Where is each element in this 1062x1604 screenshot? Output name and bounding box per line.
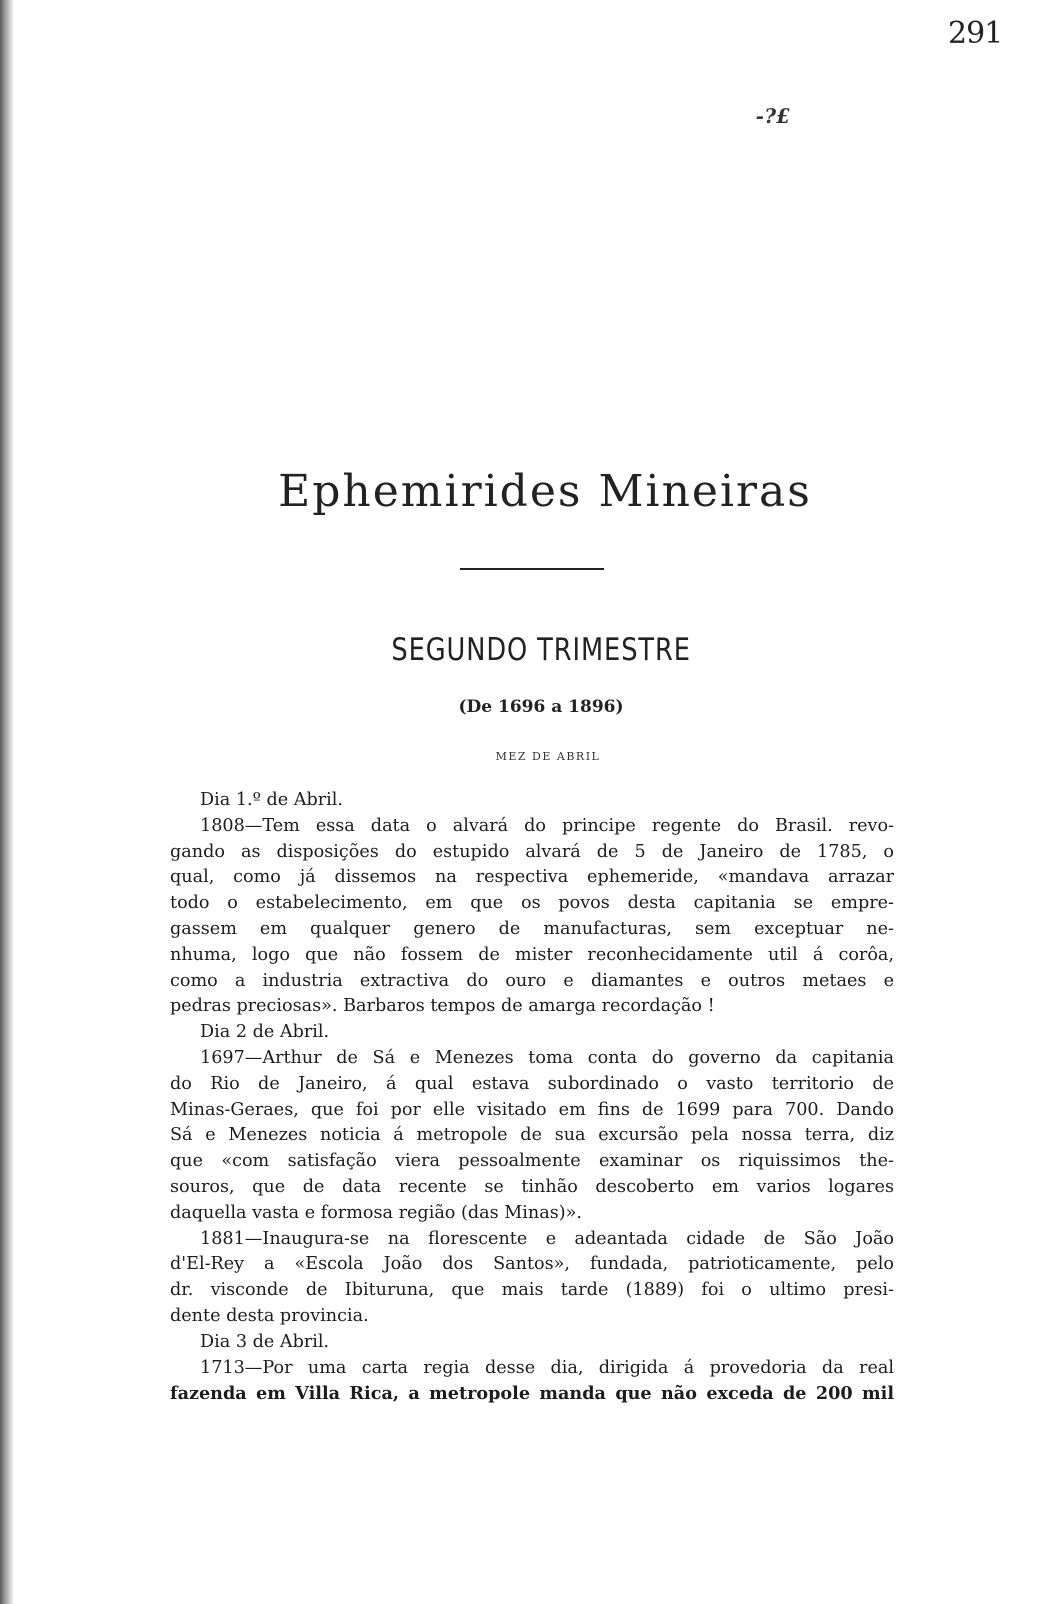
text-line: gassem em qualquer genero de manufacturas, sem exceptuar ne- <box>170 918 894 939</box>
library-mark: -?£ <box>753 104 793 128</box>
binding-edge <box>0 0 14 1604</box>
text-line: como a industria extractiva do ouro e diamantes e outros metaes e <box>170 970 894 991</box>
title-divider <box>460 568 604 570</box>
section-subtitle: SEGUNDO TRIMESTRE <box>391 632 691 668</box>
page-number: 291 <box>948 16 1003 51</box>
text-line: fazenda em Villa Rica, a metropole manda que não exceda de 200 mil <box>170 1383 894 1405</box>
page-title: Ephemirides Mineiras <box>278 466 812 517</box>
date-range: (De 1696 a 1896) <box>458 697 624 717</box>
day-heading: Dia 1.º de Abril. <box>200 790 343 810</box>
text-line: Sá e Menezes noticia á metropole de sua excursão pela nossa terra, diz <box>170 1125 894 1146</box>
month-heading: MEZ DE ABRIL <box>495 750 601 763</box>
entry-1881 <box>170 1227 894 1330</box>
text-line: pedras preciosas». Barbaros tempos de amarga recordação ! <box>170 996 715 1017</box>
day-heading: Dia 3 de Abril. <box>200 1331 330 1352</box>
body-text <box>170 788 894 1407</box>
text-line: souros, que de data recente se tinhão descoberto em varios logares <box>170 1176 894 1197</box>
text-line: 1808—Tem essa data o alvará do principe regente do Brasil. revo- <box>200 815 894 836</box>
text-line: do Rio de Janeiro, á qual estava subordinado o vasto territorio de <box>170 1073 894 1094</box>
text-line: 1713—Por uma carta regia desse dia, dirigida á provedoria da real <box>200 1357 894 1378</box>
text-line: que «com satisfação viera pessoalmente examinar os riquissimos the- <box>170 1151 894 1172</box>
text-line: d'El-Rey a «Escola João dos Santos», fundada, patrioticamente, pelo <box>170 1254 894 1275</box>
entry-1808 <box>170 814 894 1020</box>
text-line: todo o estabelecimento, em que os povos desta capitania se empre- <box>170 893 894 914</box>
text-line: daquella vasta e formosa região (das Minas)». <box>170 1202 582 1223</box>
text-line: 1697—Arthur de Sá e Menezes toma conta do governo da capitania <box>200 1047 894 1068</box>
text-line: qual, como já dissemos na respectiva ephemeride, «mandava arrazar <box>170 867 894 888</box>
day-heading: Dia 2 de Abril. <box>200 1022 330 1043</box>
text-line: Minas-Geraes, que foi por elle visitado em fins de 1699 para 700. Dando <box>170 1099 894 1120</box>
text-line: gando as disposições do estupido alvará de 5 de Janeiro de 1785, o <box>170 841 894 862</box>
text-line: nhuma, logo que não fossem de mister reconhecidamente util á corôa, <box>170 944 894 965</box>
text-line: dr. visconde de Ibituruna, que mais tarde (1889) foi o ultimo presi- <box>170 1280 894 1301</box>
entry-1697 <box>170 1046 894 1227</box>
text-line: dente desta provincia. <box>170 1305 369 1326</box>
text-line: 1881—Inaugura-se na florescente e adeantada cidade de São João <box>200 1228 894 1249</box>
entry-1713 <box>170 1356 894 1408</box>
